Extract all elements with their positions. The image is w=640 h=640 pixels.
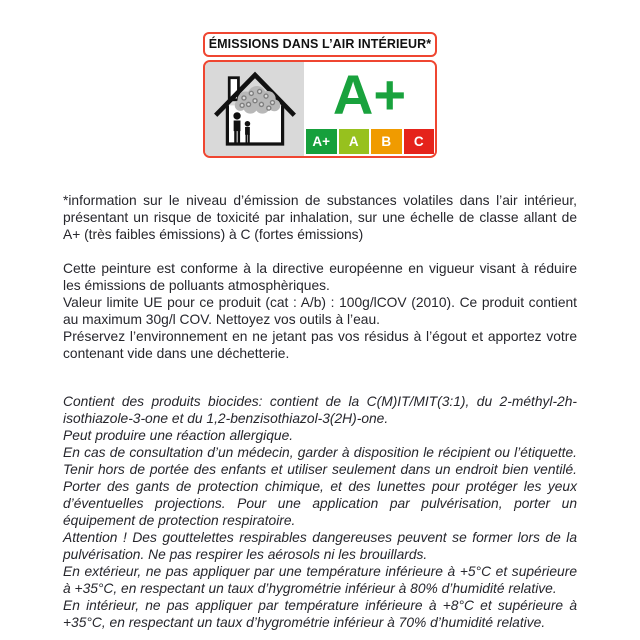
paragraph: Valeur limite UE pour ce produit (cat : A/b) : 100g/lCOV (2010). Ce produit contient au maximum 30g/l COV. Nettoyez vos outils à l’eau. [63,295,577,327]
rating-pane [304,62,435,156]
regulatory-paragraphs [63,260,577,362]
paragraph: En extérieur, ne pas appliquer par une température inférieure à +5°C et supérieure à +35°C, en respectant un taux d’hygrométrie inférieur à 80% d’humidité relative. [63,564,577,596]
scale-cell-a: A [339,129,370,154]
emission-scale [306,129,434,154]
scale-cell-a-plus: A+ [306,129,337,154]
paragraph: Cette peinture est conforme à la directive européenne en vigueur visant à réduire les émissions de polluants atmosphèriques. [63,261,577,293]
footnote-paragraph: *information sur le niveau d’émission de substances volatiles dans l’air intérieur, présentant un risque de toxicité par inhalation, sur une échelle de classe allant de A+ (très faibles émissions) à C (fortes émissions) [63,193,577,242]
paragraph: Peut produire une réaction allergique. [63,428,294,443]
paragraph: En cas de consultation d’un médecin, garder à disposition le récipient ou l’étiquette. Tenir hors de portée des enfants et utiliser seulement dans un endroit bien ventilé. Porter des gants de protection chimique, et des lunettes pour protéger les yeux d’éventuelles projections. Pour une application par pulvérisation, porter un équipement de protection respiratoire. [63,445,577,528]
label-title: ÉMISSIONS DANS L’AIR INTÉRIEUR* [203,32,437,57]
rating-value: A+ [332,62,407,126]
safety-warning-paragraphs [63,393,577,631]
paragraph: Préservez l’environnement en ne jetant pas vos résidus à l’égout et apportez votre contenant vide dans une déchetterie. [63,329,577,361]
scale-cell-c: C [404,129,435,154]
paragraph: En intérieur, ne pas appliquer par température inférieure à +8°C et supérieure à +35°C, en respectant un taux d’hygrométrie inférieur à 70% d’humidité relative. [63,598,577,630]
paragraph: Attention ! Des gouttelettes respirables dangereuses peuvent se former lors de la pulvérisation. Ne pas respirer les aérosols ni les brouillards. [63,530,577,562]
label-text-block [63,192,577,631]
scale-cell-b: B [371,129,402,154]
house-emissions-icon [209,63,301,155]
house-pane [205,62,304,156]
label-graphic-box [203,60,437,158]
paragraph: Contient des produits biocides: contient de la C(M)IT/MIT(3:1), du 2-méthyl-2h-isothiazole-3-one et du 1,2-benzisothiazol-3(2H)-one. [63,394,577,426]
indoor-air-emissions-label [203,32,437,158]
